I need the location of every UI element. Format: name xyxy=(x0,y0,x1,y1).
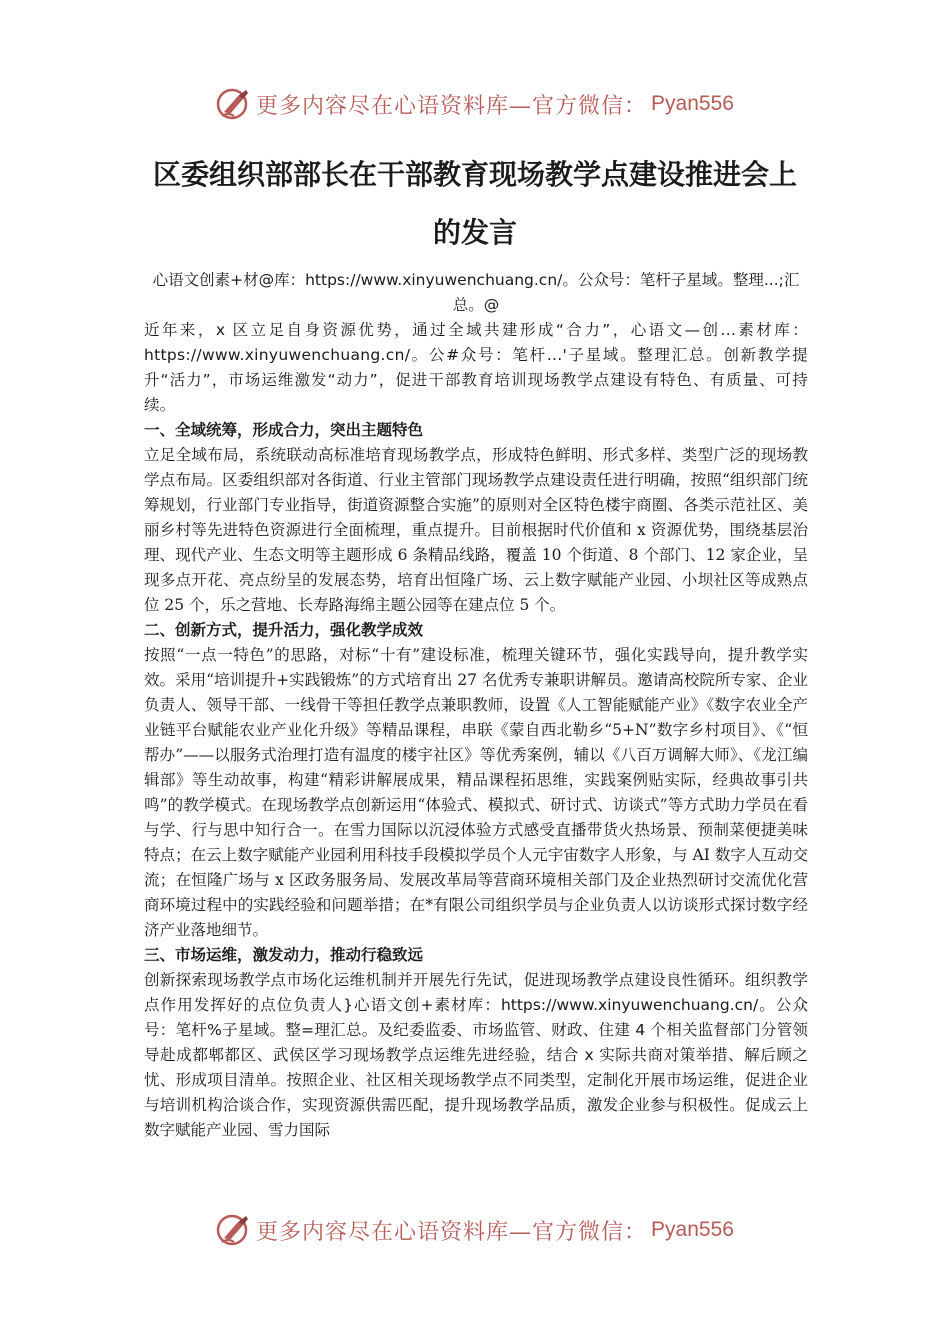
writing-hand-logo-icon xyxy=(216,1212,252,1248)
top-banner xyxy=(0,84,950,124)
document-body xyxy=(144,268,808,1143)
section-1-body: 立足全域布局，系统联动高标准培育现场教学点，形成特色鲜明、形式多样、类型广泛的现场教学点布局。区委组织部对各街道、行业主管部门现场教学点建设责任进行明确，按照“组织部门统筹规划，行业部门专业指导，街道资源整合实施”的原则对全区特色楼宇商圈、各类示范社区、美丽乡村等先进特色资源进行全面梳理，重点提升。目前根据时代价值和 x 资源优势，围绕基层治理、现代产业、生态文明等主题形成 6 条精品线路，覆盖 10 个街道、8 个部门、12 家企业，呈现多点开花、亮点纷呈的发展态势，培育出恒隆广场、云上数字赋能产业园、小坝社区等成熟点位 25 个，乐之营地、长寿路海绵主题公园等在建点位 5 个。 xyxy=(144,446,808,614)
section-2-heading: 二、创新方式，提升活力，强化教学成效 xyxy=(144,621,424,639)
banner-wechat-id: Pyan556 xyxy=(651,92,734,115)
banner-wechat-id: Pyan556 xyxy=(651,1218,734,1241)
intro-paragraph: 近年来，x 区立足自身资源优势，通过全域共建形成“合力”，心语文—创...素材库：https://www.xinyuwenchuang.cn/。公#众号：笔杆...'子星域。整理汇总。创新教学提升“活力”，市场运维激发“动力”，促进干部教育培训现场教学点建设有特色、有质量、可持续。 xyxy=(144,321,808,414)
section-1-heading: 一、全域统筹，形成合力，突出主题特色 xyxy=(144,421,424,439)
writing-hand-logo-icon xyxy=(216,86,252,122)
section-3-body: 创新探索现场教学点市场化运维机制并开展先行先试，促进现场教学点建设良性循环。组织教学点作用发挥好的点位负责人}心语文创+素材库：https://www.xinyuwenchuang.cn/。公众号：笔杆%子星域。整=理汇总。及纪委监委、市场监管、财政、住建 4 个相关监督部门分管领导赴成都郫都区、武侯区学习现场教学点运维先进经验，结合 x 实际共商对策举措、解后顾之忧、形成项目清单。按照企业、社区相关现场教学点不同类型，定制化开展市场运维，促进企业与培训机构洽谈合作，实现资源供需匹配，提升现场教学品质，激发企业参与积极性。促成云上数字赋能产业园、雪力国际 xyxy=(144,971,808,1139)
banner-text: 更多内容尽在心语资料库—官方微信： xyxy=(256,93,648,119)
source-line: 心语文创素+材@库：https://www.xinyuwenchuang.cn/。公众号：笔杆子星域。整理...;汇总。@ xyxy=(152,271,800,314)
bottom-banner xyxy=(0,1210,950,1250)
section-2-body: 按照“一点一特色”的思路，对标“十有”建设标准，梳理关键环节，强化实践导向，提升教学实效。采用“培训提升+实践锻炼”的方式培育出 27 名优秀专兼职讲解员。邀请高校院所专家、企业负责人、领导干部、一线骨干等担任教学点兼职教师，设置《人工智能赋能产业》《数字农业全产业链平台赋能农业产业化升级》等精品课程，串联《蒙自西北勒乡“5+N”数字乡村项目》、《“恒帮办”——以服务式治理打造有温度的楼宇社区》等优秀案例，辅以《八百万调解大师》、《龙江编辑部》等生动故事，构建“精彩讲解展成果，精品课程拓思维，实践案例贴实际，经典故事引共鸣”的教学模式。在现场教学点创新运用“体验式、模拟式、研讨式、访谈式”等方式助力学员在看与学、行与思中知行合一。在雪力国际以沉浸体验方式感受直播带货火热场景、预制菜便捷美味特点；在云上数字赋能产业园利用科技手段模拟学员个人元宇宙数字人形象，与 AI 数字人互动交流；在恒隆广场与 x 区政务服务局、发展改革局等营商环境相关部门及企业热烈研讨交流优化营商环境过程中的实践经验和问题举措；在*有限公司组织学员与企业负责人以访谈形式探讨数字经济产业落地细节。 xyxy=(144,646,808,939)
document-title: 区委组织部部长在干部教育现场教学点建设推进会上的发言 xyxy=(152,158,797,249)
banner-text: 更多内容尽在心语资料库—官方微信： xyxy=(256,1219,648,1245)
section-3-heading: 三、市场运维，激发动力，推动行稳致远 xyxy=(144,946,424,964)
